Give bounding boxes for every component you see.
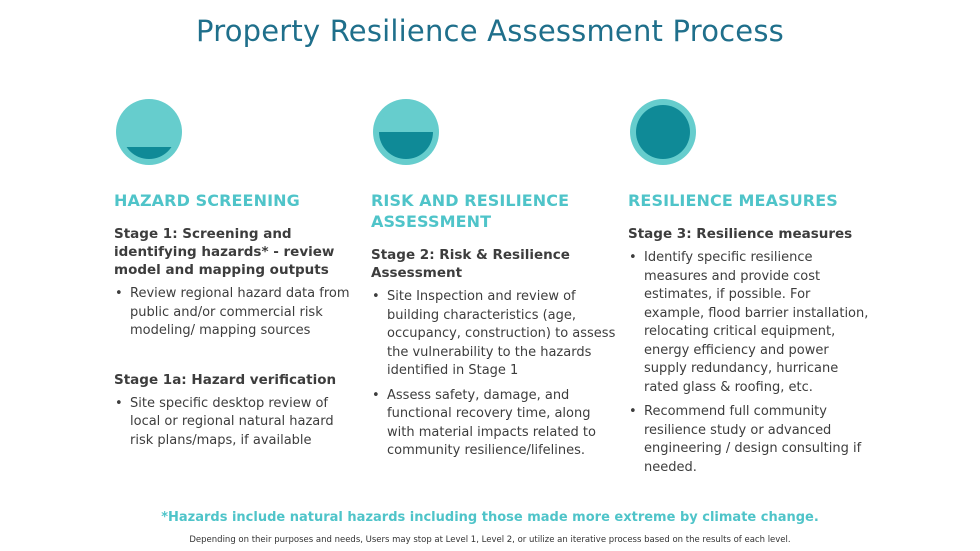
column-heading: RISK AND RESILIENCE ASSESSMENT	[371, 191, 570, 231]
list-item: • Identify specific resilience measures and provide cost estimates, if possible. For example, flood barrier installation, relocating critical equipment, energy efficiency and power supply redundancy, hurricane rated glass & roofing, etc.	[628, 249, 873, 397]
half-filled-circle-icon	[372, 98, 440, 166]
column-risk-assessment	[371, 98, 621, 467]
bullet-list	[114, 395, 359, 451]
list-item: • Site Inspection and review of building characteristics (age, occupancy, construction) to assess the vulnerability to the hazards identified in Stage 1	[371, 288, 621, 381]
column-hazard-screening	[114, 98, 359, 456]
page-title: Property Resilience Assessment Process	[196, 14, 784, 48]
stage-heading: Stage 1a: Hazard verification	[114, 371, 337, 388]
bullet-list	[114, 285, 359, 341]
stage-heading: Stage 3: Resilience measures	[628, 226, 853, 242]
hazards-footnote: *Hazards include natural hazards including those made more extreme by climate change.	[161, 510, 819, 525]
column-heading: RESILIENCE MEASURES	[628, 191, 838, 210]
bullet-list	[371, 288, 621, 461]
list-item: • Review regional hazard data from public and/or commercial risk modeling/ mapping sources	[114, 285, 359, 341]
bottom-note: Depending on their purposes and needs, Users may stop at Level 1, Level 2, or utilize an iterative process based on the results of each level.	[189, 535, 791, 545]
quarter-filled-circle-icon	[115, 98, 183, 166]
list-item: • Site specific desktop review of local or regional natural hazard risk plans/maps, if available	[114, 395, 359, 451]
stage-heading: Stage 2: Risk & Resilience Assessment	[371, 247, 570, 281]
list-item: • Assess safety, damage, and functional recovery time, along with material impacts related to community resilience/lifelines.	[371, 387, 621, 461]
list-item: • Recommend full community resilience study or advanced engineering / design consulting if needed.	[628, 403, 873, 477]
full-circle-icon	[629, 98, 697, 166]
column-heading: HAZARD SCREENING	[114, 191, 300, 210]
stage-heading: Stage 1: Screening and identifying hazards* - review model and mapping outputs	[114, 226, 335, 278]
bullet-list	[628, 249, 873, 477]
column-resilience-measures	[628, 98, 873, 483]
